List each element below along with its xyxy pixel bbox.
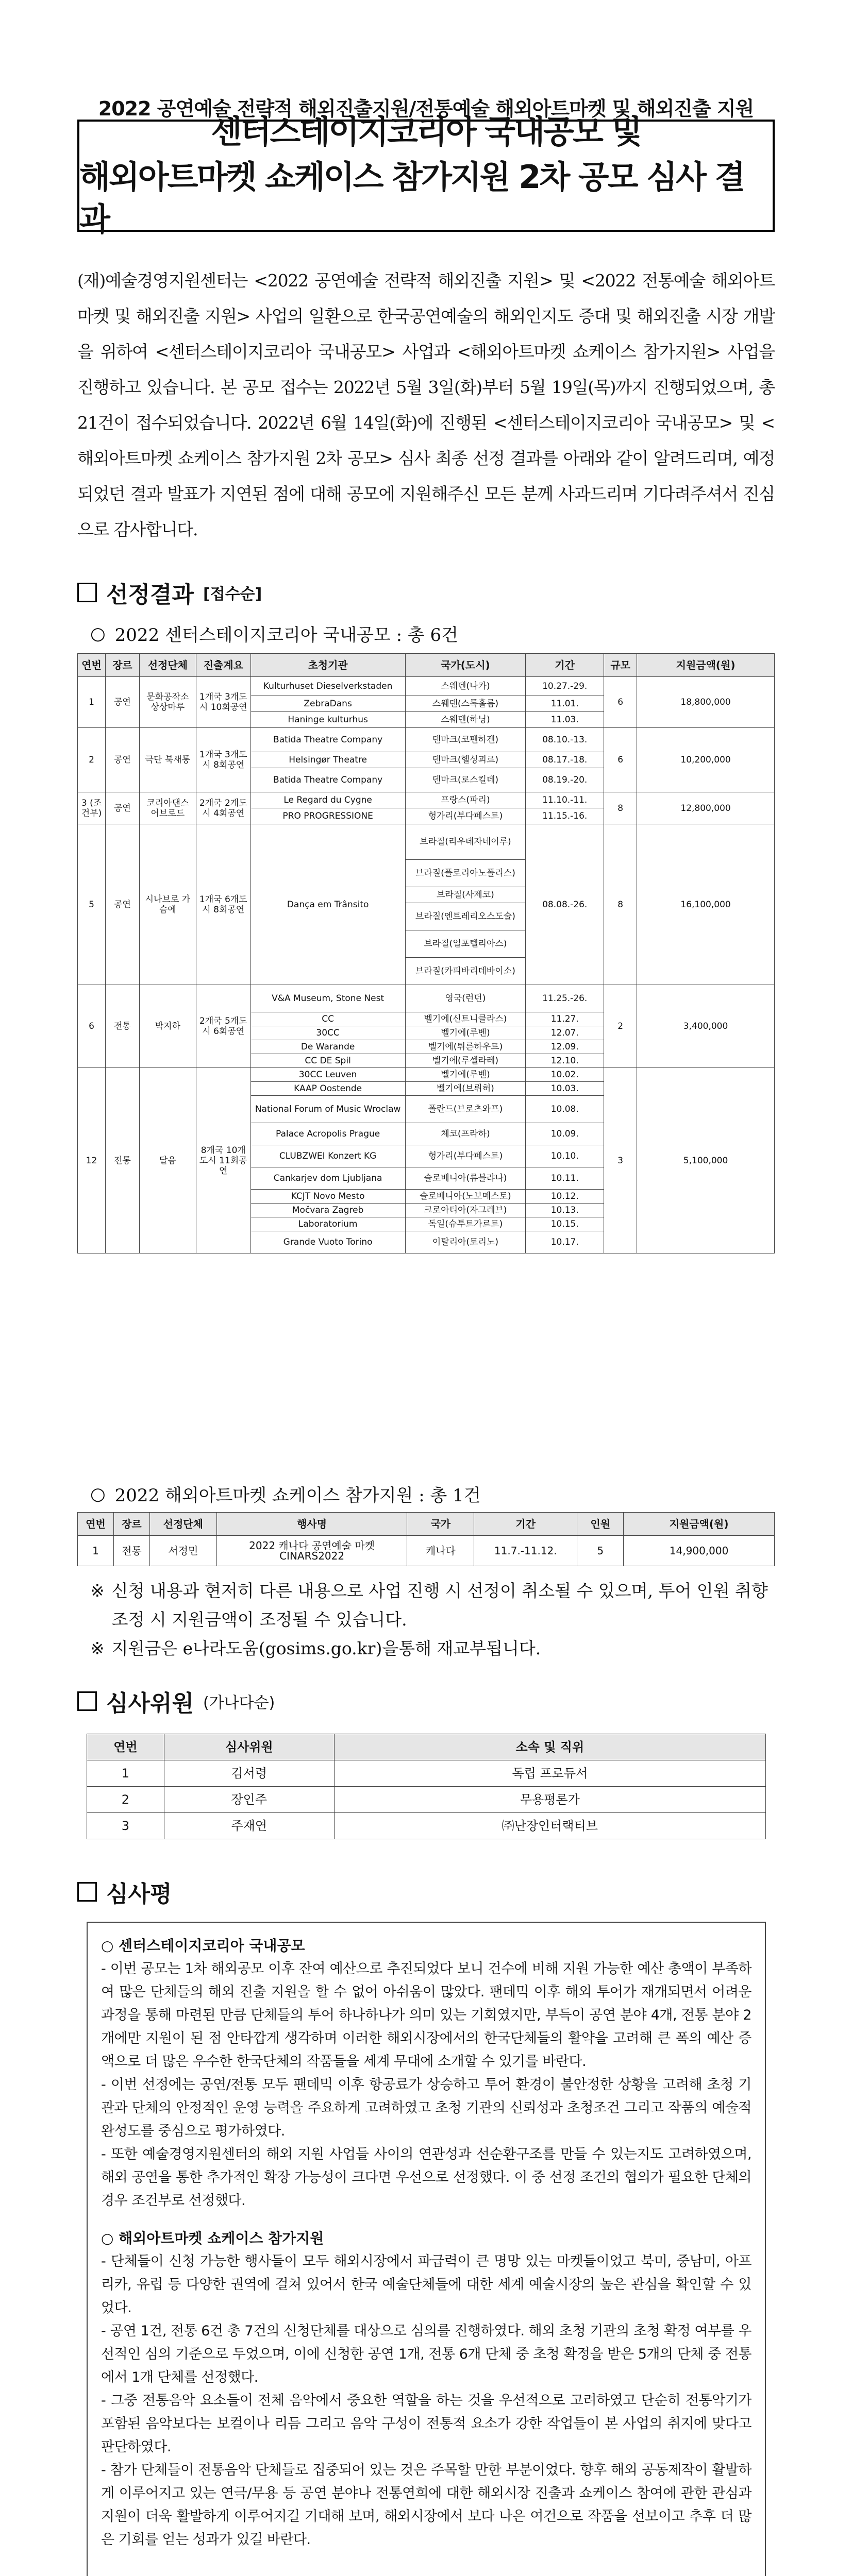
host-cell: Dança em Trânsito (250, 824, 405, 985)
review-box (87, 1922, 766, 2576)
period-cell: 10.11. (526, 1167, 604, 1190)
table-row (78, 985, 775, 1012)
table-header: 규모 (604, 654, 637, 677)
country-cell: 덴마크(로스킬데) (405, 768, 526, 792)
section-results-sub: [접수순] (203, 585, 262, 603)
review-paragraph: - 참가 단체들이 전통음악 단체들로 집중되어 있는 것은 주목할 만한 부분이었다. 향후 해외 공동제작이 활발하게 이루어지고 있는 연극/무용 등 공연 분야나 전통연희에 대한 해외시장 진출과 쇼케이스 참여에 관한 관심과 지원이 더욱 활발하게 이루어지길 기대해 보며, 해외시장에서 보다 나은 여건으로 작품을 선보이고 추후 더 많은 기회를 얻는 성과가 있길 바란다. (101, 2462, 751, 2548)
host-cell: Le Regard du Cygne (250, 792, 405, 808)
review-paragraph: - 단체들이 신청 가능한 행사들이 모두 해외시장에서 파급력이 큰 명망 있는 마켓들이었고 북미, 중남미, 아프리카, 유럽 등 다양한 권역에 걸쳐 있어서 한국 예술단체들에 대한 세계 예술시장의 높은 관심을 확인할 수 있었다. (101, 2253, 751, 2316)
results-table-center-stage (77, 653, 775, 1253)
period-cell: 11.27. (526, 1012, 604, 1026)
title-line-1: 센터스테이지코리아 국내공모 및 (211, 113, 641, 150)
country-cell: 브라질(플로리아노폴리스) (405, 860, 526, 887)
outline-cell: 8개국 10개도시 11회공연 (196, 1068, 250, 1253)
host-cell: Cankarjev dom Ljubljana (250, 1167, 405, 1190)
table-row (78, 1536, 775, 1566)
table-row (78, 792, 775, 808)
table-cell: 1 (78, 1536, 114, 1566)
period-cell: 12.07. (526, 1026, 604, 1040)
country-cell: 독일(슈투트가르트) (405, 1217, 526, 1231)
period-cell: 11.25.-26. (526, 985, 604, 1012)
host-cell: Močvara Zagreb (250, 1204, 405, 1217)
host-cell: Kulturhuset Dieselverkstaden (250, 677, 405, 696)
host-cell: CLUBZWEI Konzert KG (250, 1145, 405, 1167)
table-header: 장르 (113, 1513, 149, 1536)
host-cell: CC (250, 1012, 405, 1026)
table-cell: 장인주 (164, 1787, 334, 1813)
outline-cell: 2개국 2개도시 4회공연 (196, 792, 250, 824)
host-cell: KAAP Oostende (250, 1082, 405, 1096)
review-paragraph: - 이번 선정에는 공연/전통 모두 팬데믹 이후 항공료가 상승하고 투어 환경이 불안정한 상황을 고려해 초청 기관과 단체의 안정적인 운영 능력을 주요하게 고려하였고 초청 기관의 신뢰성과 초청조건 그리고 작품의 예술적 완성도를 중심으로 평가하였다. (101, 2077, 751, 2139)
org-cell: 달음 (139, 1068, 196, 1253)
period-cell: 08.10.-13. (526, 728, 604, 752)
table-cell: 김서령 (164, 1760, 334, 1787)
period-cell: 11.10.-11. (526, 792, 604, 808)
period-cell: 10.02. (526, 1068, 604, 1082)
period-cell: 10.27.-29. (526, 677, 604, 696)
table-header: 선정단체 (149, 1513, 216, 1536)
host-cell: V&A Museum, Stone Nest (250, 985, 405, 1012)
org-cell: 코리아댄스 어브로드 (139, 792, 196, 824)
country-cell: 스웨덴(나카) (405, 677, 526, 696)
host-cell: Palace Acropolis Prague (250, 1123, 405, 1145)
table-cell: 캐나다 (407, 1536, 474, 1566)
table-row (87, 1813, 766, 1839)
notes-block (90, 1577, 771, 1663)
row-number: 5 (78, 824, 106, 985)
table-row (78, 1068, 775, 1082)
period-cell: 08.08.-26. (526, 824, 604, 985)
country-cell: 헝가리(부다페스트) (405, 1145, 526, 1167)
row-number: 1 (78, 677, 106, 728)
section-results-heading (77, 576, 262, 609)
section-judges-title: 심사위원 (106, 1690, 194, 1717)
host-cell: 30CC Leuven (250, 1068, 405, 1082)
table2-caption (90, 1481, 481, 1506)
outline-cell: 1개국 3개도시 8회공연 (196, 728, 250, 792)
scale-cell: 6 (604, 728, 637, 792)
table-cell: 서정민 (149, 1536, 216, 1566)
org-cell: 극단 북새통 (139, 728, 196, 792)
row-number: 2 (78, 728, 106, 792)
genre-cell: 공연 (105, 792, 139, 824)
host-cell: Grande Vuoto Torino (250, 1231, 405, 1253)
host-cell: Batida Theatre Company (250, 728, 405, 752)
country-cell: 영국(런던) (405, 985, 526, 1012)
table-cell: ㈜난장인터랙티브 (334, 1813, 765, 1839)
genre-cell: 전통 (105, 1068, 139, 1253)
review-heading-2: ○ 해외아트마켓 쇼케이스 참가지원 (101, 2230, 324, 2247)
country-cell: 슬로베니아(류블랴나) (405, 1167, 526, 1190)
table-header: 진출계요 (196, 654, 250, 677)
country-cell: 브라질(일포텔리아스) (405, 930, 526, 958)
period-cell: 12.10. (526, 1054, 604, 1068)
table-row (78, 824, 775, 860)
table-header: 장르 (105, 654, 139, 677)
amount-cell: 18,800,000 (637, 677, 775, 728)
reference-mark-icon: ※ (90, 1638, 105, 1658)
scale-cell: 2 (604, 985, 637, 1068)
title-line-2: 해외아트마켓 쇼케이스 참가지원 2차 공모 심사 결과 (79, 158, 744, 238)
period-cell: 10.12. (526, 1190, 604, 1204)
table-header: 인원 (577, 1513, 624, 1536)
genre-cell: 전통 (105, 985, 139, 1068)
table-header: 지원금액(원) (637, 654, 775, 677)
table2-caption-text: 2022 해외아트마켓 쇼케이스 참가지원 : 총 1건 (114, 1485, 481, 1506)
table-header: 연번 (78, 1513, 114, 1536)
amount-cell: 10,200,000 (637, 728, 775, 792)
intro-paragraph: (재)예술경영지원센터는 <2022 공연예술 전략적 해외진출 지원> 및 <2022 전통예술 해외아트마켓 및 해외진출 지원> 사업의 일환으로 한국공연예술의 해외인지도 증대 및 해외진출 시장 개발을 위하여 <센터스테이지코리아 국내공모> 사업과 <해외아트마켓 쇼케이스 참가지원> 사업을 진행하고 있습니다. 본 공모 접수는 2022년 5월 3일(화)부터 5월 19일(목)까지 진행되었으며, 총 21건이 접수되었습니다. 2022년 6월 14일(화)에 진행된 <센터스테이지코리아 국내공모> 및 <해외아트마켓 쇼케이스 참가지원 2차 공모> 심사 최종 선정 결과를 아래와 같이 알려드리며, 예정되었던 결과 발표가 지연된 점에 대해 공모에 지원해주신 모든 분께 사과드리며 기다려주셔서 진심으로 감사합니다. (77, 270, 775, 539)
note-2: ※ 지원금은 e나라도움(gosims.go.kr)을통해 재교부됩니다. (90, 1634, 771, 1663)
review-paragraph: - 그중 전통음악 요소들이 전체 음악에서 중요한 역할을 하는 것을 우선적으로 고려하였고 단순히 전통악기가 포함된 음악보다는 보컬이나 리듬 그리고 음악 구성이 전통적 요소가 강한 작업들이 본 사업의 취지에 맞다고 판단하였다. (101, 2393, 751, 2455)
row-number: 6 (78, 985, 106, 1068)
host-cell: 30CC (250, 1026, 405, 1040)
row-number: 12 (78, 1068, 106, 1253)
outline-cell: 1개국 3개도시 10회공연 (196, 677, 250, 728)
country-cell: 브라질(리우데자네이루) (405, 824, 526, 860)
section-judges-sub: (가나다순) (203, 1694, 275, 1712)
country-cell: 브라질(엔트레리오스도술) (405, 903, 526, 930)
judges-table (87, 1734, 766, 1839)
genre-cell: 공연 (105, 728, 139, 792)
table-header: 행사명 (216, 1513, 407, 1536)
amount-cell: 5,100,000 (637, 1068, 775, 1253)
period-cell: 10.09. (526, 1123, 604, 1145)
country-cell: 크로아티아(자그레브) (405, 1204, 526, 1217)
circle-bullet-icon: ○ (90, 623, 106, 644)
table-header: 연번 (87, 1734, 164, 1760)
table-row (87, 1760, 766, 1787)
scale-cell: 8 (604, 792, 637, 824)
org-cell: 시나브로 가슴에 (139, 824, 196, 985)
org-cell: 박지하 (139, 985, 196, 1068)
host-cell: Haninge kulturhus (250, 712, 405, 728)
square-bullet-icon (77, 1882, 97, 1902)
section-judges-heading (77, 1685, 275, 1718)
country-cell: 벨기에(신트니클라스) (405, 1012, 526, 1026)
table-header: 지원금액(원) (624, 1513, 775, 1536)
table-cell: 3 (87, 1813, 164, 1839)
table-header: 국가 (407, 1513, 474, 1536)
country-cell: 헝가리(부다페스트) (405, 808, 526, 824)
country-cell: 이탈리아(토리노) (405, 1231, 526, 1253)
country-cell: 체코(프라하) (405, 1123, 526, 1145)
amount-cell: 16,100,000 (637, 824, 775, 985)
period-cell: 11.01. (526, 696, 604, 712)
country-cell: 브라질(사제코) (405, 887, 526, 903)
host-cell: De Warande (250, 1040, 405, 1054)
country-cell: 슬로베니아(노보메스토) (405, 1190, 526, 1204)
period-cell: 11.15.-16. (526, 808, 604, 824)
table1-caption-text: 2022 센터스테이지코리아 국내공모 : 총 6건 (114, 625, 458, 646)
table-cell: 주재연 (164, 1813, 334, 1839)
table-cell: 전통 (113, 1536, 149, 1566)
section-review-heading (77, 1875, 172, 1908)
review-paragraph: - 이번 공모는 1차 해외공모 이후 잔여 예산으로 추진되었다 보니 건수에 비해 지원 가능한 예산 총액이 부족하여 많은 단체들의 해외 진출 지원을 할 수 없어 아쉬움이 많았다. 팬데믹 이후 해외 투어가 재개되면서 어려운 과정을 통해 마련된 만큼 단체들의 투어 하나하나가 의미 있는 기회였지만, 부득이 공연 분야 4개, 전통 분야 2개에만 지원이 된 점 안타깝게 생각하며 이러한 해외시장에서의 한국단체들의 활약을 고려해 큰 폭의 예산 증액으로 더 많은 우수한 한국단체의 작품들을 세계 무대에 소개할 수 있기를 바란다. (101, 1961, 751, 2070)
period-cell: 10.10. (526, 1145, 604, 1167)
country-cell: 덴마크(코펜하겐) (405, 728, 526, 752)
amount-cell: 3,400,000 (637, 985, 775, 1068)
table-header: 선정단체 (139, 654, 196, 677)
table-header: 연번 (78, 654, 106, 677)
table-header: 심사위원 (164, 1734, 334, 1760)
period-cell: 10.17. (526, 1231, 604, 1253)
table-row (78, 677, 775, 696)
host-cell: ZebraDans (250, 696, 405, 712)
table-cell: 14,900,000 (624, 1536, 775, 1566)
table-header: 소속 및 직위 (334, 1734, 765, 1760)
period-cell: 10.13. (526, 1204, 604, 1217)
host-cell: Batida Theatre Company (250, 768, 405, 792)
table-header: 기간 (526, 654, 604, 677)
scale-cell: 3 (604, 1068, 637, 1253)
section-results-title: 선정결과 (106, 582, 194, 608)
circle-bullet-icon: ○ (90, 1483, 106, 1504)
reference-mark-icon: ※ (90, 1581, 105, 1601)
review-paragraph: - 또한 예술경영지원센터의 해외 지원 사업들 사이의 연관성과 선순환구조를 만들 수 있는지도 고려하였으며, 해외 공연을 통한 추가적인 확장 가능성이 크다면 우선으로 선정했다. 이 중 선정 조건의 협의가 필요한 단체의 경우 조건부로 선정했다. (101, 2146, 751, 2209)
period-cell: 08.19.-20. (526, 768, 604, 792)
period-cell: 10.03. (526, 1082, 604, 1096)
table-header: 국가(도시) (405, 654, 526, 677)
country-cell: 벨기에(튀른하우트) (405, 1040, 526, 1054)
results-table-art-market (77, 1512, 775, 1566)
table-cell: 2022 캐나다 공연예술 마켓 CINARS2022 (216, 1536, 407, 1566)
table-header: 기간 (474, 1513, 577, 1536)
review-heading-1: ○ 센터스테이지코리아 국내공모 (101, 1937, 305, 1954)
outline-cell: 1개국 6개도시 8회공연 (196, 824, 250, 985)
table-cell: 독립 프로듀서 (334, 1760, 765, 1787)
country-cell: 벨기에(브뤼허) (405, 1082, 526, 1096)
table-cell: 5 (577, 1536, 624, 1566)
period-cell: 12.09. (526, 1040, 604, 1054)
outline-cell: 2개국 5개도시 6회공연 (196, 985, 250, 1068)
genre-cell: 공연 (105, 677, 139, 728)
table-cell: 11.7.-11.12. (474, 1536, 577, 1566)
title-box (77, 113, 775, 238)
scale-cell: 8 (604, 824, 637, 985)
host-cell: National Forum of Music Wroclaw (250, 1096, 405, 1123)
section-review-title: 심사평 (106, 1881, 172, 1907)
square-bullet-icon (77, 1691, 97, 1711)
table-header: 초청기관 (250, 654, 405, 677)
document-subtitle: 2022 공연예술 전략적 해외진출지원/전통예술 해외아트마켓 및 해외진출 지원 (98, 97, 754, 120)
table-row (78, 728, 775, 752)
amount-cell: 12,800,000 (637, 792, 775, 824)
country-cell: 덴마크(헬싱괴르) (405, 752, 526, 768)
host-cell: KCJT Novo Mesto (250, 1190, 405, 1204)
country-cell: 스웨덴(스톡홀름) (405, 696, 526, 712)
table-row (87, 1787, 766, 1813)
country-cell: 프랑스(파리) (405, 792, 526, 808)
country-cell: 벨기에(루벤) (405, 1068, 526, 1082)
review-paragraph: - 공연 1건, 전통 6건 총 7건의 신청단체를 대상으로 심의를 진행하였다. 해외 초청 기관의 초청 확정 여부를 우선적인 심의 기준으로 두었으며, 이에 신청한 공연 1개, 전통 6개 단체 중 초청 확정을 받은 5개의 단체 중 전통에서 1개 단체를 선정했다. (101, 2323, 751, 2385)
period-cell: 08.17.-18. (526, 752, 604, 768)
country-cell: 폴란드(브로츠와프) (405, 1096, 526, 1123)
period-cell: 11.03. (526, 712, 604, 728)
period-cell: 10.15. (526, 1217, 604, 1231)
host-cell: Helsingør Theatre (250, 752, 405, 768)
host-cell: PRO PROGRESSIONE (250, 808, 405, 824)
row-number: 3 (조건부) (78, 792, 106, 824)
country-cell: 스웨덴(하닝) (405, 712, 526, 728)
square-bullet-icon (77, 583, 97, 602)
table-cell: 1 (87, 1760, 164, 1787)
genre-cell: 공연 (105, 824, 139, 985)
country-cell: 벨기에(루벤) (405, 1026, 526, 1040)
table1-caption (90, 621, 458, 646)
table-cell: 무용평론가 (334, 1787, 765, 1813)
table-cell: 2 (87, 1787, 164, 1813)
country-cell: 벨기에(루셀라레) (405, 1054, 526, 1068)
country-cell: 브라질(카피바리데바이소) (405, 958, 526, 985)
period-cell: 10.08. (526, 1096, 604, 1123)
org-cell: 문화공작소 상상마루 (139, 677, 196, 728)
note-1: ※ 신청 내용과 현저히 다른 내용으로 사업 진행 시 선정이 취소될 수 있으며, 투어 인원 취향 조정 시 지원금액이 조정될 수 있습니다. (90, 1577, 771, 1634)
host-cell: CC DE Spil (250, 1054, 405, 1068)
host-cell: Laboratorium (250, 1217, 405, 1231)
scale-cell: 6 (604, 677, 637, 728)
